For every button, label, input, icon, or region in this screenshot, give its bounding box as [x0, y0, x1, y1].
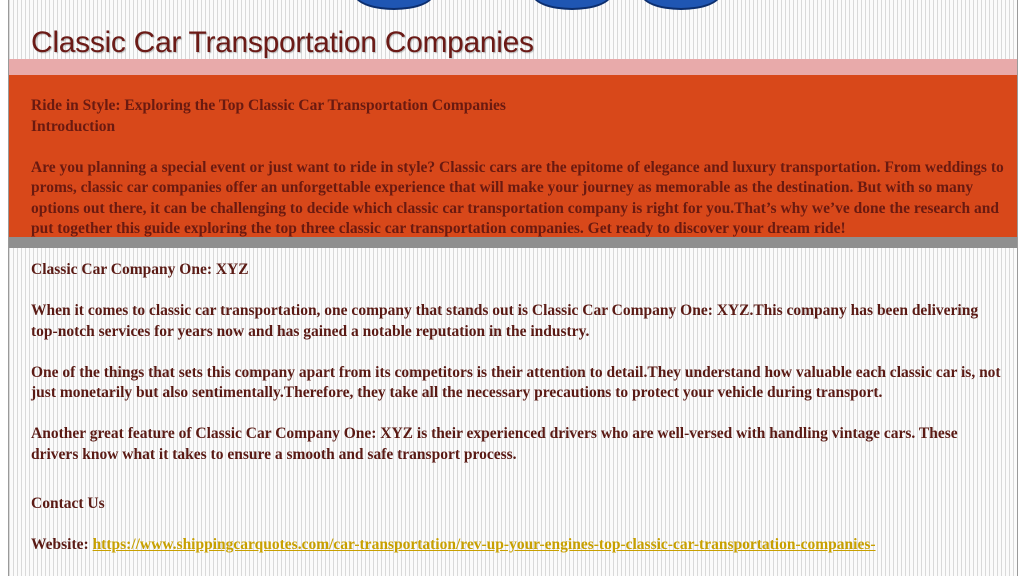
blue-oval-shape	[532, 0, 612, 10]
paragraph-2: One of the things that sets this company apart from its competitors is their attention to detail.They understand how valuable each classic car is, not just monetarily but also sentimentally.Therefore, they take all the necessary precautions to protect your vehicle during transport.	[31, 363, 1001, 401]
article-headline: Ride in Style: Exploring the Top Classic Car Transportation Companies	[31, 97, 506, 114]
website-link[interactable]: https://www.shippingcarquotes.com/car-transportation/rev-up-your-engines-top-classic-car-transportation-companies-	[92, 535, 876, 553]
section-heading: Classic Car Company One: XYZ	[31, 261, 249, 278]
paragraph-1: When it comes to classic car transportation, one company that stands out is Classic Car Company One: XYZ.This company has been delivering top-notch services for years now and has gained a notable reputation in the industry.	[31, 302, 979, 340]
intro-label: Introduction	[31, 117, 116, 135]
intro-paragraph: Are you planning a special event or just want to ride in style? Classic cars are the epitome of elegance and luxury transportation. From weddings to proms, classic car companies offer an unforgettable experience that will make your journey as memorable as the destination. But with so many options out there, it can be challenging to decide which classic car transportation company is right for you.That’s why we’ve done the research and put together this guide exploring the top three classic car transportation companies. Get ready to discover your dream ride!	[31, 158, 1004, 237]
slide	[8, 0, 1018, 576]
title-underline-band	[9, 59, 1017, 75]
website-line	[31, 535, 1006, 556]
website-label: Website:	[31, 535, 89, 553]
article-body	[31, 96, 1006, 555]
decorative-ovals	[9, 0, 1017, 8]
paragraph-3: Another great feature of Classic Car Company One: XYZ is their experienced drivers who are well-versed with handling vintage cars. These drivers know what it takes to ensure a smooth and safe transport process.	[31, 425, 958, 463]
blue-oval-shape	[641, 0, 721, 10]
slide-title: Classic Car Transportation Companies	[31, 26, 534, 59]
contact-heading: Contact Us	[31, 494, 105, 512]
blue-oval-shape	[354, 0, 434, 10]
